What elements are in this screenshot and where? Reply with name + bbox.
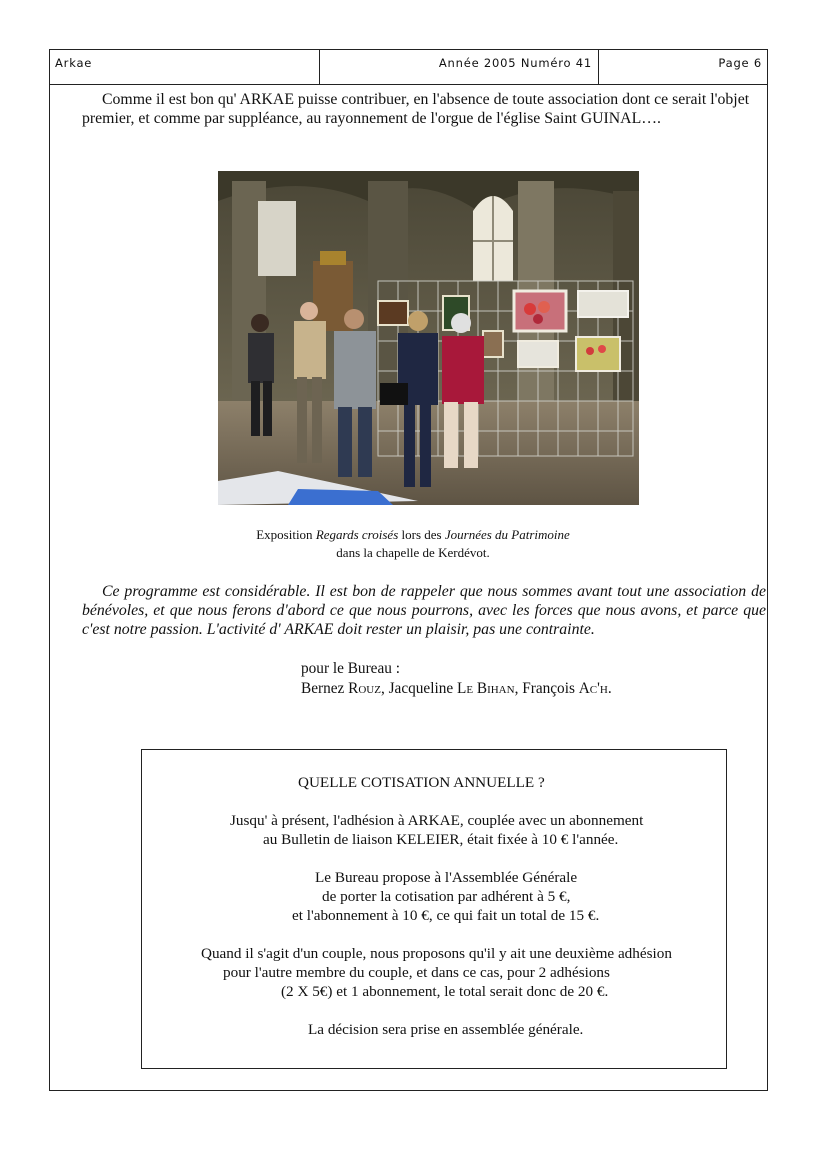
box-line: au Bulletin de liaison KELEIER, était fixée à 10 € l'année.	[263, 831, 619, 848]
header-issue: Année 2005 Numéro 41	[320, 50, 599, 84]
box-line: La décision sera prise en assemblée générale.	[308, 1021, 584, 1038]
cotisation-box	[141, 749, 727, 1069]
box-line: Quand il s'agit d'un couple, nous proposons qu'il y ait une deuxième adhésion	[201, 945, 672, 962]
closing-paragraph: Ce programme est considérable. Il est bon de rappeler que nous sommes avant tout une association de bénévoles, et que nous ferons d'abord ce que nous pourrons, avec les forces que nous avons, et parce que c'est notre passion. L'activité d' ARKAE doit rester un plaisir, pas une contrainte.	[82, 583, 766, 638]
box-line: (2 X 5€) et 1 abonnement, le total serait donc de 20 €.	[281, 983, 609, 1000]
box-line: et l'abonnement à 10 €, ce qui fait un total de 15 €.	[292, 907, 600, 924]
header-publication: Arkae	[50, 50, 320, 84]
page-header	[49, 49, 768, 85]
signature-label: pour le Bureau :	[301, 660, 400, 677]
signature-block	[301, 659, 612, 699]
box-line: Jusqu' à présent, l'adhésion à ARKAE, couplée avec un abonnement	[230, 812, 644, 829]
intro-paragraph: Comme il est bon qu' ARKAE puisse contribuer, en l'absence de toute association dont ce serait l'objet premier, et comme par suppléance, au rayonnement de l'orgue de l'église Saint GUINAL….	[82, 91, 750, 127]
exhibition-photo	[218, 171, 639, 505]
box-line: de porter la cotisation par adhérent à 5 €,	[322, 888, 571, 905]
box-title: QUELLE COTISATION ANNUELLE ?	[298, 774, 545, 791]
caption-line-1: Exposition Regards croisés lors des Journées du Patrimoine	[256, 527, 570, 542]
caption-line-2: dans la chapelle de Kerdévot.	[336, 545, 490, 560]
signature-names: Bernez Rouz, Jacqueline Le Bihan, François Ac'h.	[301, 680, 612, 697]
box-line: Le Bureau propose à l'Assemblée Générale	[315, 869, 578, 886]
header-page-number: Page 6	[718, 56, 762, 70]
photo-caption	[218, 526, 608, 562]
box-line: pour l'autre membre du couple, et dans ce cas, pour 2 adhésions	[223, 964, 610, 981]
